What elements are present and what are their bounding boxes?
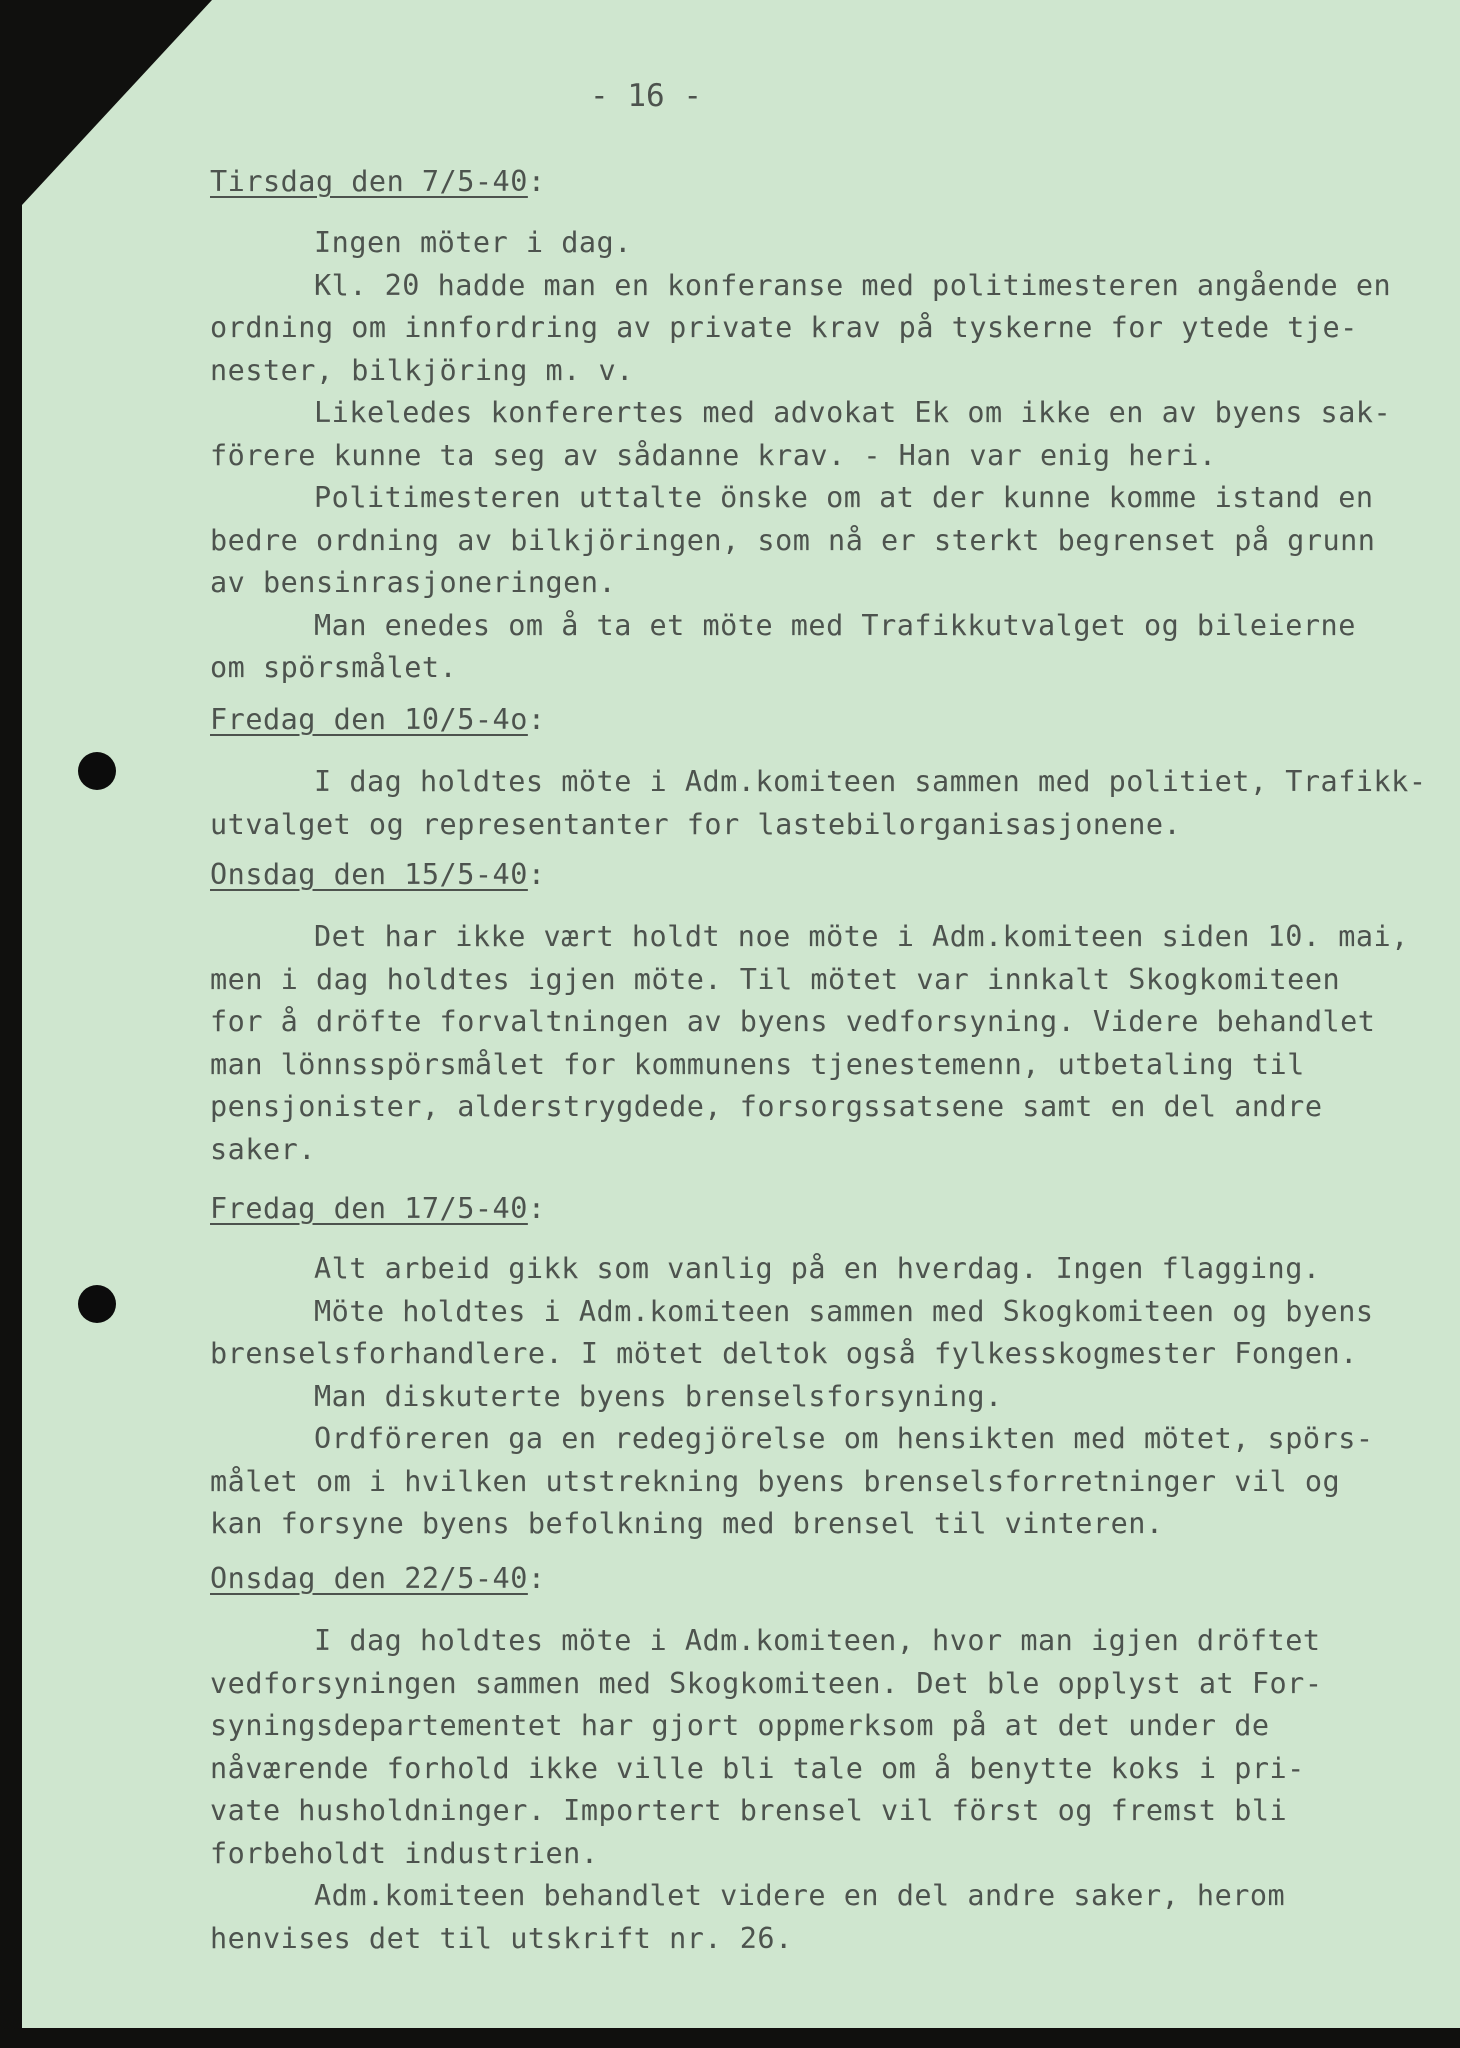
entry-body: I dag holdtes möte i Adm.komiteen sammen med politiet, Trafikk- utvalget og representanter for lastebilorganisasjonene. xyxy=(210,765,1427,841)
entry-body: Alt arbeid gikk som vanlig på en hverdag. Ingen flagging. Möte holdtes i Adm.komiteen sammen med Skogkomiteen og byens brenselsforhandlere. I mötet deltok også fylkesskogmester Fongen. Man diskuterte byens brenselsforsyning. Ordföreren ga en redegjörelse om hensikten med mötet, spörs- målet om i hvilken utstrekning byens brenselsforretninger vil og kan forsyne byens befolkning med brensel til vinteren. xyxy=(210,1252,1374,1540)
punch-hole-top xyxy=(78,752,116,790)
entry-body: Ingen möter i dag. Kl. 20 hadde man en konferanse med politimesteren angående en ordning om innfordring av private krav på tyskerne for ytede tje- nester, bilkjöring m. v. Likeledes konferertes med advokat Ek om ikke en av byens sak- förere kunne ta seg av sådanne krav. - Han var enig heri. Politimesteren uttalte önske om at der kunne komme istand en bedre ordning av bilkjöringen, som nå er sterkt begrenset på grunn av bensinrasjoneringen. Man enedes om å ta et möte med Trafikkutvalget og bileierne om spörsmålet. xyxy=(210,226,1392,684)
entry-heading: Fredag den 17/5-40: xyxy=(210,1192,546,1225)
entry-body: Det har ikke vært holdt noe möte i Adm.komiteen siden 10. mai, men i dag holdtes igjen möte. Til mötet var innkalt Skogkomiteen for å dröfte forvaltningen av byens vedforsyning. Videre behandlet man lönnsspörsmålet for kommunens tjenestemenn, utbetaling til pensjonister, alderstrygdede, forsorgssatsene samt en del andre saker. xyxy=(210,920,1409,1166)
punch-hole-bottom xyxy=(78,1285,116,1323)
entry-heading: Tirsdag den 7/5-40: xyxy=(210,165,546,198)
entry-heading: Onsdag den 22/5-40: xyxy=(210,1562,546,1595)
page-number: - 16 - xyxy=(590,78,702,114)
entry-heading: Onsdag den 15/5-40: xyxy=(210,858,546,891)
entry-heading: Fredag den 10/5-4o: xyxy=(210,703,546,736)
entry-body: I dag holdtes möte i Adm.komiteen, hvor man igjen dröftet vedforsyningen sammen med Skogkomiteen. Det ble opplyst at For- syningsdepartementet har gjort oppmerksom på at det under de nåværende forhold ikke ville bli tale om å benytte koks i pri- vate husholdninger. Importert brensel vil först og fremst bli forbeholdt industrien. Adm.komiteen behandlet videre en del andre saker, herom henvises det til utskrift nr. 26. xyxy=(210,1624,1323,1955)
